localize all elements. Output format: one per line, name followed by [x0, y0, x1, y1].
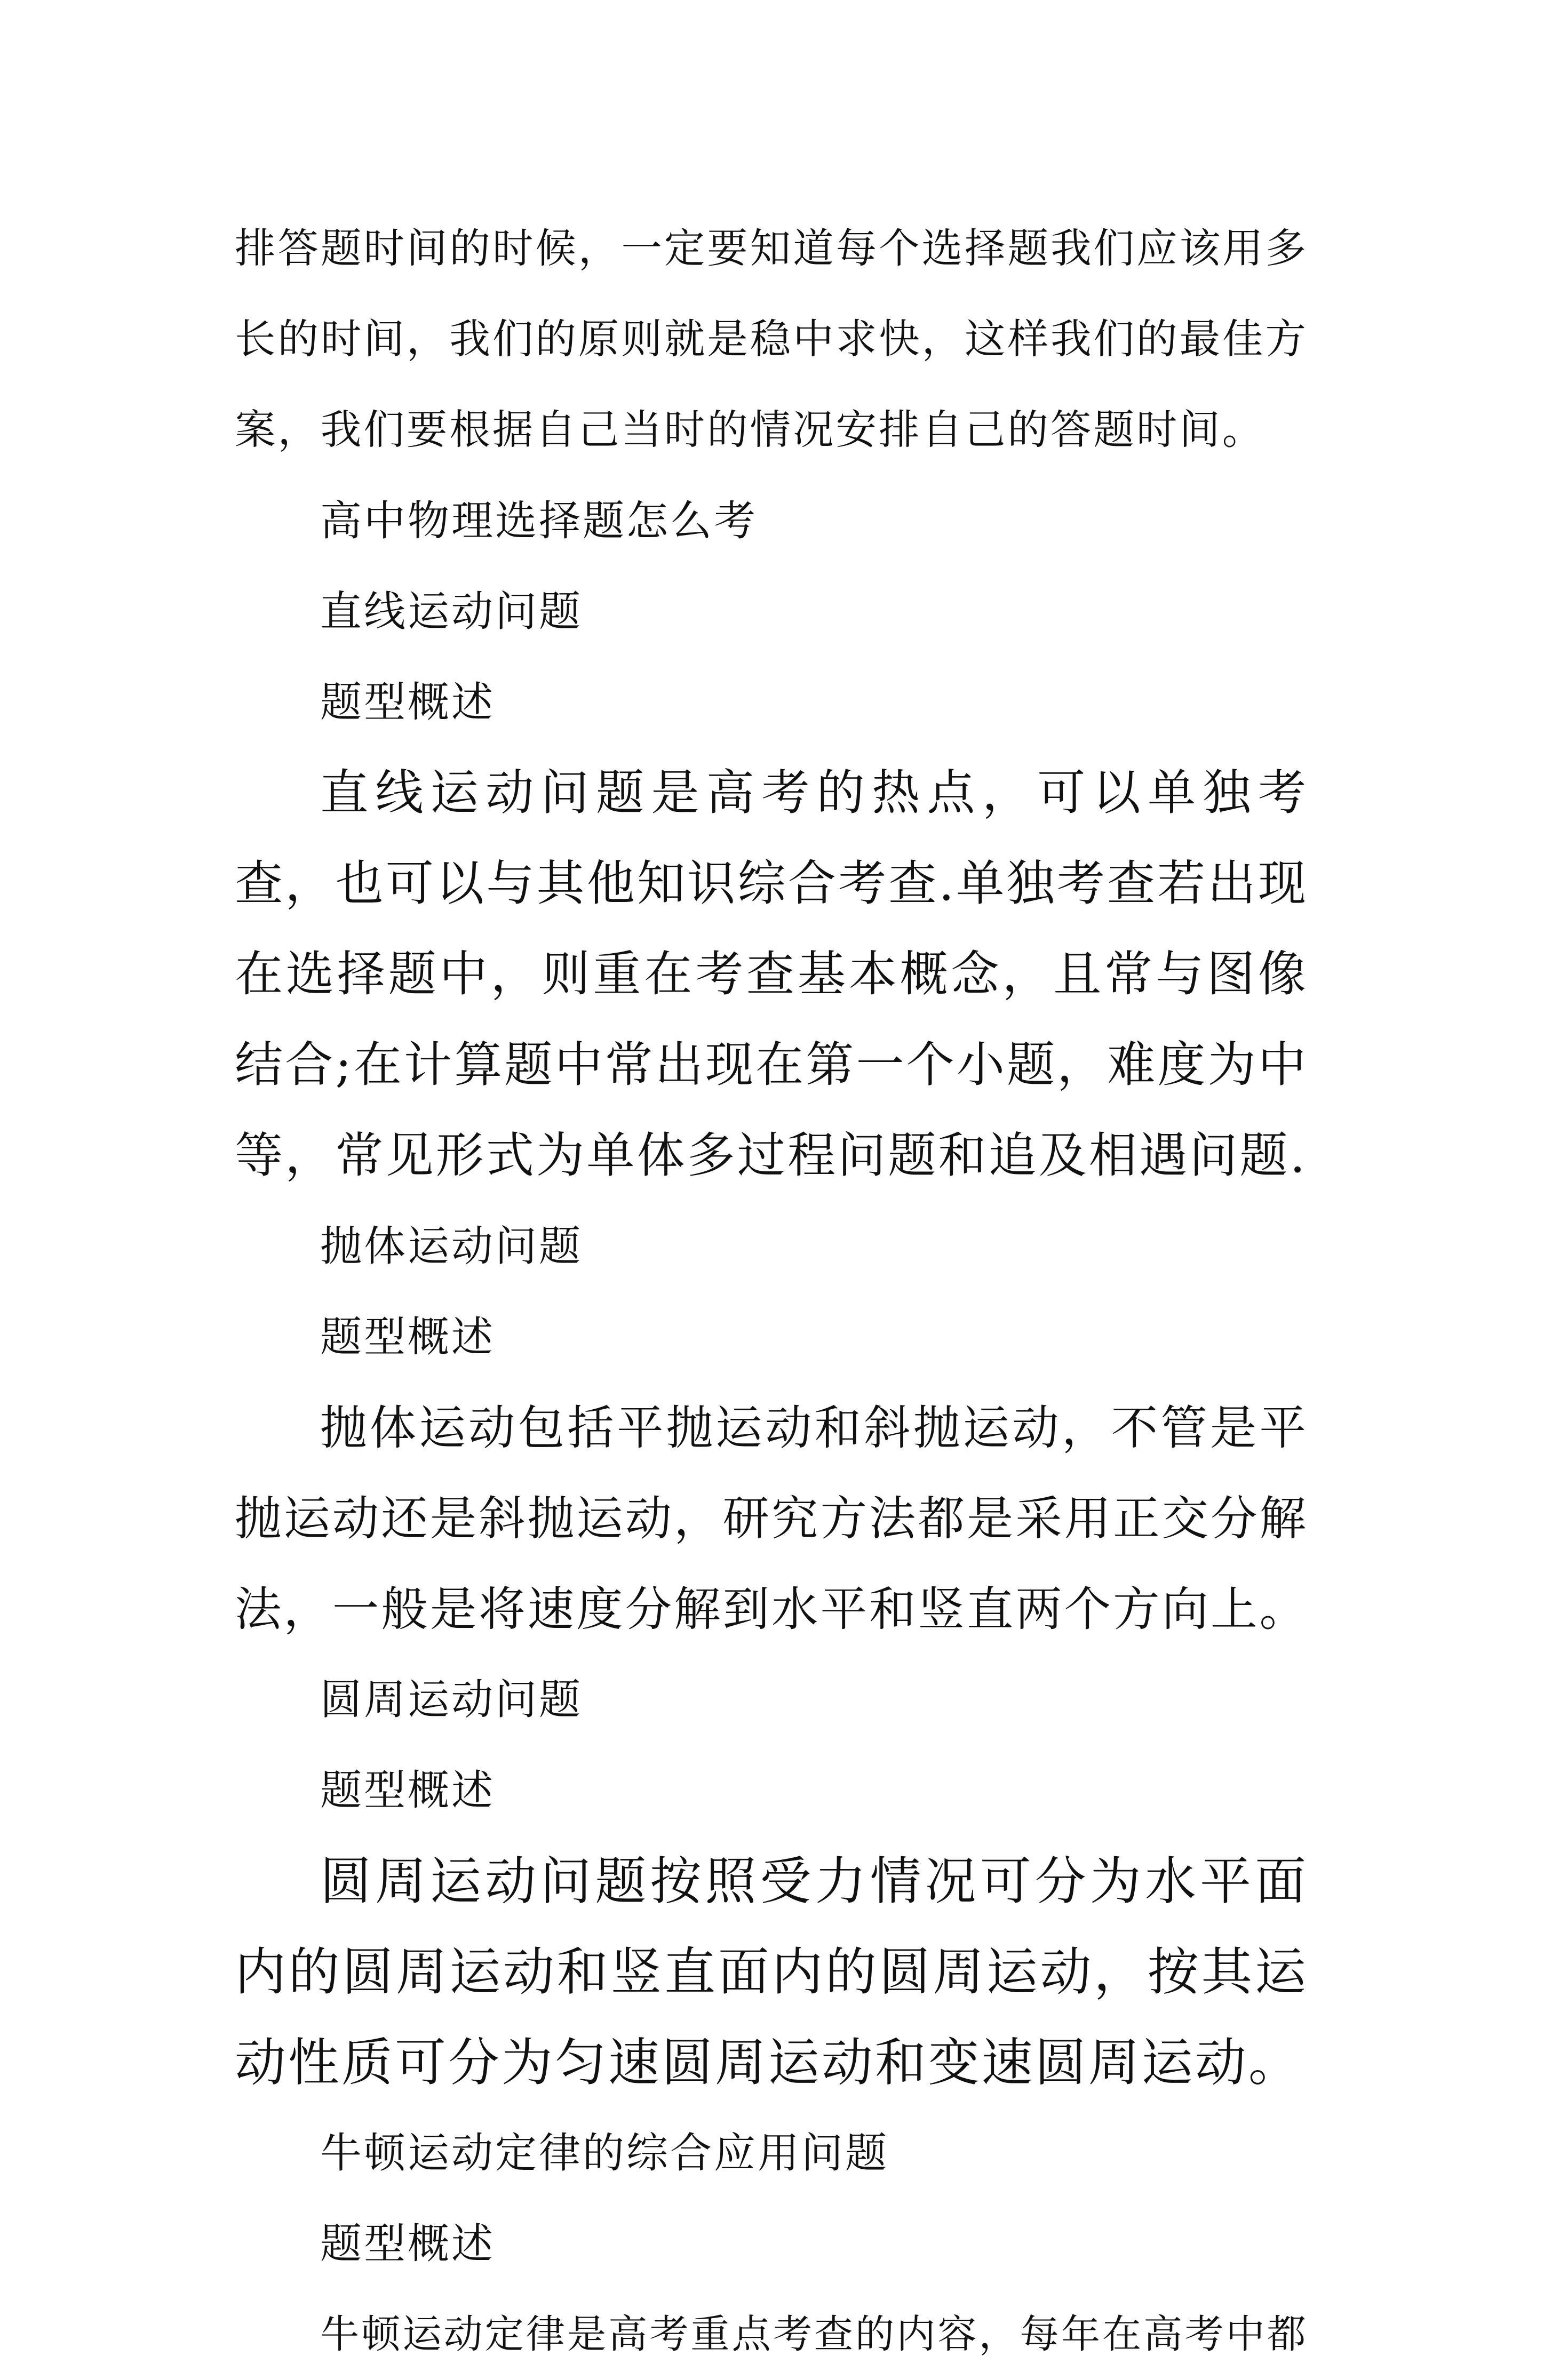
- overview-label: 题型概述: [320, 678, 496, 726]
- paragraph-projectile-motion: 抛体运动包括平抛运动和斜抛运动，不管是平抛运动还是斜抛运动，研究方法都是采用正交分解法，一般是将速度分解到水平和竖直两个方向上。: [235, 1401, 1308, 1636]
- subsection-heading-projectile-motion: 抛体运动问题: [320, 1223, 583, 1271]
- document-body: [235, 204, 1308, 2380]
- overview-label: 题型概述: [320, 2220, 496, 2268]
- subsection-heading-newton-laws: 牛顿运动定律的综合应用问题: [320, 2129, 889, 2177]
- overview-label: 题型概述: [320, 1313, 496, 1361]
- paragraph-answer-time: 排答题时间的时候，一定要知道每个选择题我们应该用多长的时间，我们的原则就是稳中求快，这样我们的最佳方案，我们要根据自己当时的情况安排自己的答题时间。: [235, 225, 1308, 454]
- subsection-heading-linear-motion: 直线运动问题: [320, 588, 583, 636]
- section-heading-physics-mcq: 高中物理选择题怎么考: [320, 497, 758, 545]
- overview-label: 题型概述: [320, 1767, 496, 1815]
- paragraph-circular-motion: 圆周运动问题按照受力情况可分为水平面内的圆周运动和竖直面内的圆周运动，按其运动性质可分为匀速圆周运动和变速圆周运动。: [235, 1851, 1308, 2093]
- paragraph-newton-laws: 牛顿运动定律是高考重点考查的内容，每年在高考中都: [320, 2312, 1308, 2357]
- paragraph-linear-motion: 直线运动问题是高考的热点，可以单独考查，也可以与其他知识综合考查.单独考查若出现在选择题中，则重在考查基本概念，且常与图像结合;在计算题中常出现在第一个小题，难度为中等，常见形式为单体多过程问题和追及相遇问题.: [235, 765, 1308, 1184]
- subsection-heading-circular-motion: 圆周运动问题: [320, 1676, 583, 1724]
